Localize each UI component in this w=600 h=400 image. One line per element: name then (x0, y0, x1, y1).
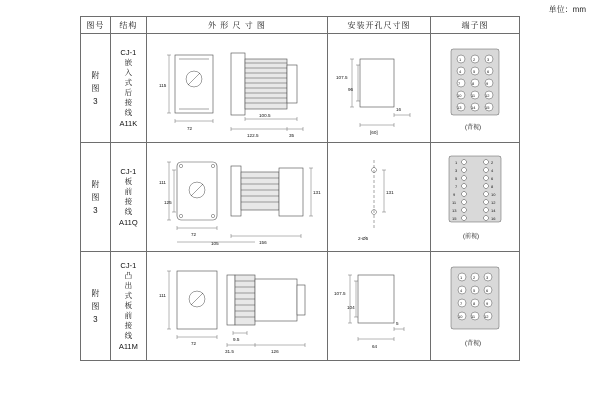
terminal-drawing-cell (430, 143, 519, 252)
outline-drawing-r1 (147, 35, 327, 141)
svg-text:9: 9 (485, 81, 489, 86)
terminal-drawing-cell (430, 34, 519, 143)
dim-label: 122.5 (246, 133, 259, 138)
terminal-note-r3: (背视) (464, 341, 481, 347)
structure-label: 前 (124, 311, 133, 320)
row-id-line: 附 (91, 288, 100, 298)
svg-text:7: 7 (454, 184, 458, 189)
svg-text:14: 14 (490, 208, 496, 213)
svg-text:9: 9 (485, 301, 489, 306)
svg-text:7: 7 (457, 81, 461, 86)
svg-text:12: 12 (484, 93, 490, 98)
dim-label: 9.5 (232, 337, 240, 342)
terminal-drawing-r2 (431, 144, 519, 250)
dim-label: 5 (395, 321, 399, 326)
header-mounting: 安装开孔尺寸图 (327, 17, 430, 34)
structure-label: 板 (124, 177, 133, 186)
dim-label: 105 (210, 241, 219, 246)
svg-text:1: 1 (459, 275, 463, 280)
outline-drawing-cell (146, 252, 327, 361)
svg-text:8: 8 (472, 301, 476, 306)
svg-text:1: 1 (454, 160, 458, 165)
structure-label: 嵌 (124, 58, 133, 67)
structure-label: 式 (124, 291, 133, 300)
dim-label: 125 (163, 200, 172, 205)
structure-code-top: CJ-1 (120, 48, 137, 57)
terminal-drawing-r1 (431, 35, 519, 141)
structure-label: 入 (124, 68, 133, 77)
structure-label: 板 (124, 301, 133, 310)
svg-text:3: 3 (485, 275, 489, 280)
svg-text:6: 6 (490, 176, 494, 181)
structure-label: 接 (124, 197, 133, 206)
structure-code-top: CJ-1 (120, 261, 137, 270)
structure-label: 前 (124, 187, 133, 196)
table-row (81, 252, 520, 361)
dim-label: 104 (346, 305, 355, 310)
terminal-drawing-r3 (431, 253, 519, 359)
svg-text:13: 13 (456, 105, 462, 110)
row-structure-cell (110, 143, 146, 252)
svg-text:5: 5 (472, 288, 476, 293)
header-id: 图号 (81, 17, 111, 34)
row-id-line: 图 (91, 301, 100, 311)
structure-code-bottom: A11K (119, 119, 138, 128)
svg-text:14: 14 (470, 105, 476, 110)
dim-label: 126 (270, 349, 279, 354)
svg-text:13: 13 (451, 208, 457, 213)
svg-text:3: 3 (454, 168, 458, 173)
svg-text:1: 1 (458, 57, 462, 62)
svg-text:10: 10 (456, 93, 462, 98)
mounting-drawing-cell (327, 252, 430, 361)
svg-text:15: 15 (484, 105, 490, 110)
row-id-cell (81, 143, 111, 252)
svg-text:11: 11 (470, 314, 476, 319)
svg-text:2: 2 (472, 275, 476, 280)
dim-label: 72 (190, 232, 197, 237)
structure-label: 接 (124, 321, 133, 330)
dim-label: [60] (369, 130, 378, 135)
mounting-drawing-r3 (328, 253, 430, 359)
row-id-cell (81, 34, 111, 143)
table-row (81, 143, 520, 252)
terminal-note-r2: (前视) (462, 234, 479, 240)
svg-text:15: 15 (451, 216, 457, 221)
dim-label: 115 (158, 83, 167, 88)
unit-note: 单位：mm (548, 5, 586, 14)
structure-label: 线 (124, 207, 133, 216)
svg-text:10: 10 (490, 192, 496, 197)
svg-text:7: 7 (459, 301, 463, 306)
dim-label: 111 (158, 293, 166, 298)
svg-text:6: 6 (485, 288, 489, 293)
dim-label: 107.5 (335, 75, 348, 80)
row-id-line: 3 (93, 96, 98, 106)
structure-label: 出 (124, 281, 133, 290)
terminal-drawing-cell (430, 252, 519, 361)
dim-label: 16 (395, 107, 402, 112)
header-outline: 外 形 尺 寸 图 (146, 17, 327, 34)
svg-text:2: 2 (490, 160, 494, 165)
dim-label: 31.5 (224, 349, 234, 354)
dim-label: 111 (158, 180, 166, 185)
row-id-line: 3 (93, 205, 98, 215)
header-structure: 结构 (110, 17, 146, 34)
structure-label: 式 (124, 78, 133, 87)
structure-label: 接 (124, 98, 133, 107)
row-structure-cell (110, 252, 146, 361)
row-id-line: 图 (91, 83, 100, 93)
svg-text:12: 12 (483, 314, 489, 319)
outline-drawing-cell (146, 143, 327, 252)
structure-label: 线 (124, 108, 133, 117)
dim-label: 72 (190, 341, 197, 346)
structure-label: 后 (124, 88, 133, 97)
svg-text:4: 4 (458, 69, 462, 74)
dim-label: 131 (312, 190, 321, 195)
mounting-drawing-cell (327, 34, 430, 143)
svg-text:3: 3 (486, 57, 490, 62)
svg-text:6: 6 (486, 69, 490, 74)
mounting-drawing-r1 (328, 35, 430, 141)
structure-label: 线 (124, 331, 133, 340)
svg-text:8: 8 (471, 81, 475, 86)
terminal-note-r1: (背视) (464, 125, 481, 131)
dim-label: 64 (371, 344, 378, 349)
dim-label: 131 (385, 190, 394, 195)
header-terminal: 端子图 (430, 17, 519, 34)
row-id-line: 附 (91, 179, 100, 189)
mounting-drawing-r2 (328, 144, 430, 250)
row-id-line: 图 (91, 192, 100, 202)
structure-label: 凸 (124, 271, 133, 280)
structure-code-bottom: A11M (118, 342, 138, 351)
table-row (81, 34, 520, 143)
svg-text:2: 2 (472, 57, 476, 62)
structure-code-bottom: A11Q (119, 218, 138, 227)
row-id-line: 附 (91, 70, 100, 80)
dim-label: 107.5 (333, 291, 346, 296)
svg-text:8: 8 (490, 184, 494, 189)
row-structure-cell (110, 34, 146, 143)
dim-label: 100.5 (258, 113, 271, 118)
mounting-drawing-cell (327, 143, 430, 252)
svg-text:11: 11 (451, 200, 457, 205)
svg-text:4: 4 (459, 288, 463, 293)
outline-drawing-r3 (147, 253, 327, 359)
svg-text:5: 5 (454, 176, 458, 181)
dim-label: 35 (288, 133, 295, 138)
row-id-line: 3 (93, 314, 98, 324)
svg-text:4: 4 (490, 168, 494, 173)
svg-text:16: 16 (490, 216, 496, 221)
structure-code-top: CJ-1 (120, 167, 137, 176)
outline-drawing-r2 (147, 144, 327, 250)
svg-text:11: 11 (470, 93, 476, 98)
dim-label: 72 (186, 126, 193, 131)
svg-text:5: 5 (472, 69, 476, 74)
row-id-cell (81, 252, 111, 361)
spec-table (80, 16, 520, 361)
outline-drawing-cell (146, 34, 327, 143)
svg-text:9: 9 (452, 192, 456, 197)
dim-label: 96 (347, 87, 354, 92)
svg-text:12: 12 (490, 200, 496, 205)
dim-label: 156 (258, 240, 267, 245)
table-header-row (81, 17, 520, 34)
svg-text:10: 10 (457, 314, 463, 319)
dim-label: 2-Ø5 (357, 236, 369, 241)
